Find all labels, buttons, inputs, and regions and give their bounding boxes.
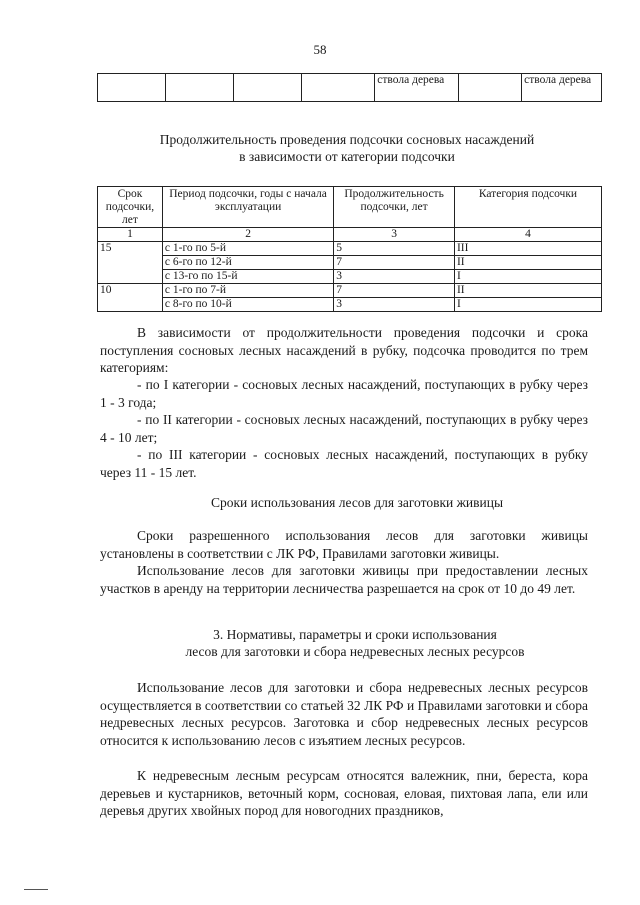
duration-cell: 7: [334, 284, 455, 298]
table-cell: [302, 74, 375, 102]
header-cell-period: Период подсочки, годы с начала эксплуатации: [162, 187, 333, 228]
category-cell: I: [454, 298, 601, 312]
section-title-resin: Сроки использования лесов для заготовки живицы: [210, 495, 504, 510]
top-table-fragment: [97, 73, 602, 102]
category-cell: II: [454, 284, 601, 298]
column-number: 2: [162, 228, 333, 242]
nontimber-paragraph-2: К недревесным лесным ресурсам относятся валежник, пни, береста, кора деревьев и кустарников, веточный корм, сосновая, еловая, пихтовая лапа, ели или деревья других хвойных пород для новогодних праздников,: [100, 768, 588, 818]
category-2-paragraph: - по II категории - сосновых лесных насаждений, поступающих в рубку через 4 - 10 лет;: [100, 412, 588, 445]
categories-intro-paragraph: В зависимости от продолжительности проведения подсочки и срока поступления сосновых лесных насаждений в рубку, подсочка проводится по трем категориям:: [100, 325, 588, 375]
table-title: [0, 131, 640, 165]
period-cell: с 8-го по 10-й: [162, 298, 333, 312]
table-row: [98, 270, 602, 284]
table-row: [98, 74, 602, 102]
period-cell: с 6-го по 12-й: [162, 256, 333, 270]
page-number: 58: [313, 42, 327, 57]
period-cell: с 1-го по 7-й: [162, 284, 333, 298]
column-number: 3: [334, 228, 455, 242]
tapping-duration-table: [97, 186, 602, 312]
table-row: [98, 242, 602, 256]
column-number: 4: [454, 228, 601, 242]
header-cell-term: Срок подсочки, лет: [98, 187, 163, 228]
table-cell: [234, 74, 302, 102]
section-3-title-line: 3. Нормативы, параметры и сроки использования: [213, 627, 497, 642]
duration-cell: 5: [334, 242, 455, 256]
table-title-line: в зависимости от категории подсочки: [239, 149, 455, 164]
category-3-paragraph: - по III категории - сосновых лесных насаждений, поступающих в рубку через 11 - 15 лет.: [100, 447, 588, 480]
footnote-divider: [24, 889, 48, 890]
table-cell: [166, 74, 234, 102]
duration-cell: 7: [334, 256, 455, 270]
table-cell: [458, 74, 521, 102]
table-header-row: [98, 187, 602, 228]
header-cell-category: Категория подсочки: [454, 187, 601, 228]
table-row: [98, 256, 602, 270]
table-row: [98, 284, 602, 298]
period-cell: с 1-го по 5-й: [162, 242, 333, 256]
table-cell: [98, 74, 166, 102]
nontimber-paragraph-1: Использование лесов для заготовки и сбора недревесных лесных ресурсов осуществляется в соответствии со статьей 32 ЛК РФ и Правилами заготовки и сбора недревесных лесных ресурсов. Заготовка и сбор недревесных лесных ресурсов относится к использованию лесов с изъятием лесных ресурсов.: [100, 680, 588, 748]
period-cell: с 13-го по 15-й: [162, 270, 333, 284]
header-cell-duration: Продолжительность подсочки, лет: [334, 187, 455, 228]
category-1-paragraph: - по I категории - сосновых лесных насаждений, поступающих в рубку через 1 - 3 года;: [100, 377, 588, 410]
duration-cell: 3: [334, 270, 455, 284]
duration-cell: 3: [334, 298, 455, 312]
term-cell: 15: [98, 242, 163, 284]
column-number-row: [98, 228, 602, 242]
table-row: [98, 298, 602, 312]
section-3-title-line: лесов для заготовки и сбора недревесных лесных ресурсов: [185, 644, 525, 659]
table-cell: ствола дерева: [375, 74, 459, 102]
resin-paragraph-2: Использование лесов для заготовки живицы при предоставлении лесных участков в аренду на территории лесничества разрешается на срок от 10 до 49 лет.: [100, 563, 588, 596]
section-3-title: [5, 626, 640, 660]
column-number: 1: [98, 228, 163, 242]
category-cell: III: [454, 242, 601, 256]
category-cell: II: [454, 256, 601, 270]
resin-paragraph-1: Сроки разрешенного использования лесов для заготовки живицы установлены в соответствии с ЛК РФ, Правилами заготовки живицы.: [100, 528, 588, 561]
category-cell: I: [454, 270, 601, 284]
term-cell: 10: [98, 284, 163, 312]
table-title-line: Продолжительность проведения подсочки сосновых насаждений: [159, 132, 535, 147]
table-cell: ствола дерева: [522, 74, 602, 102]
